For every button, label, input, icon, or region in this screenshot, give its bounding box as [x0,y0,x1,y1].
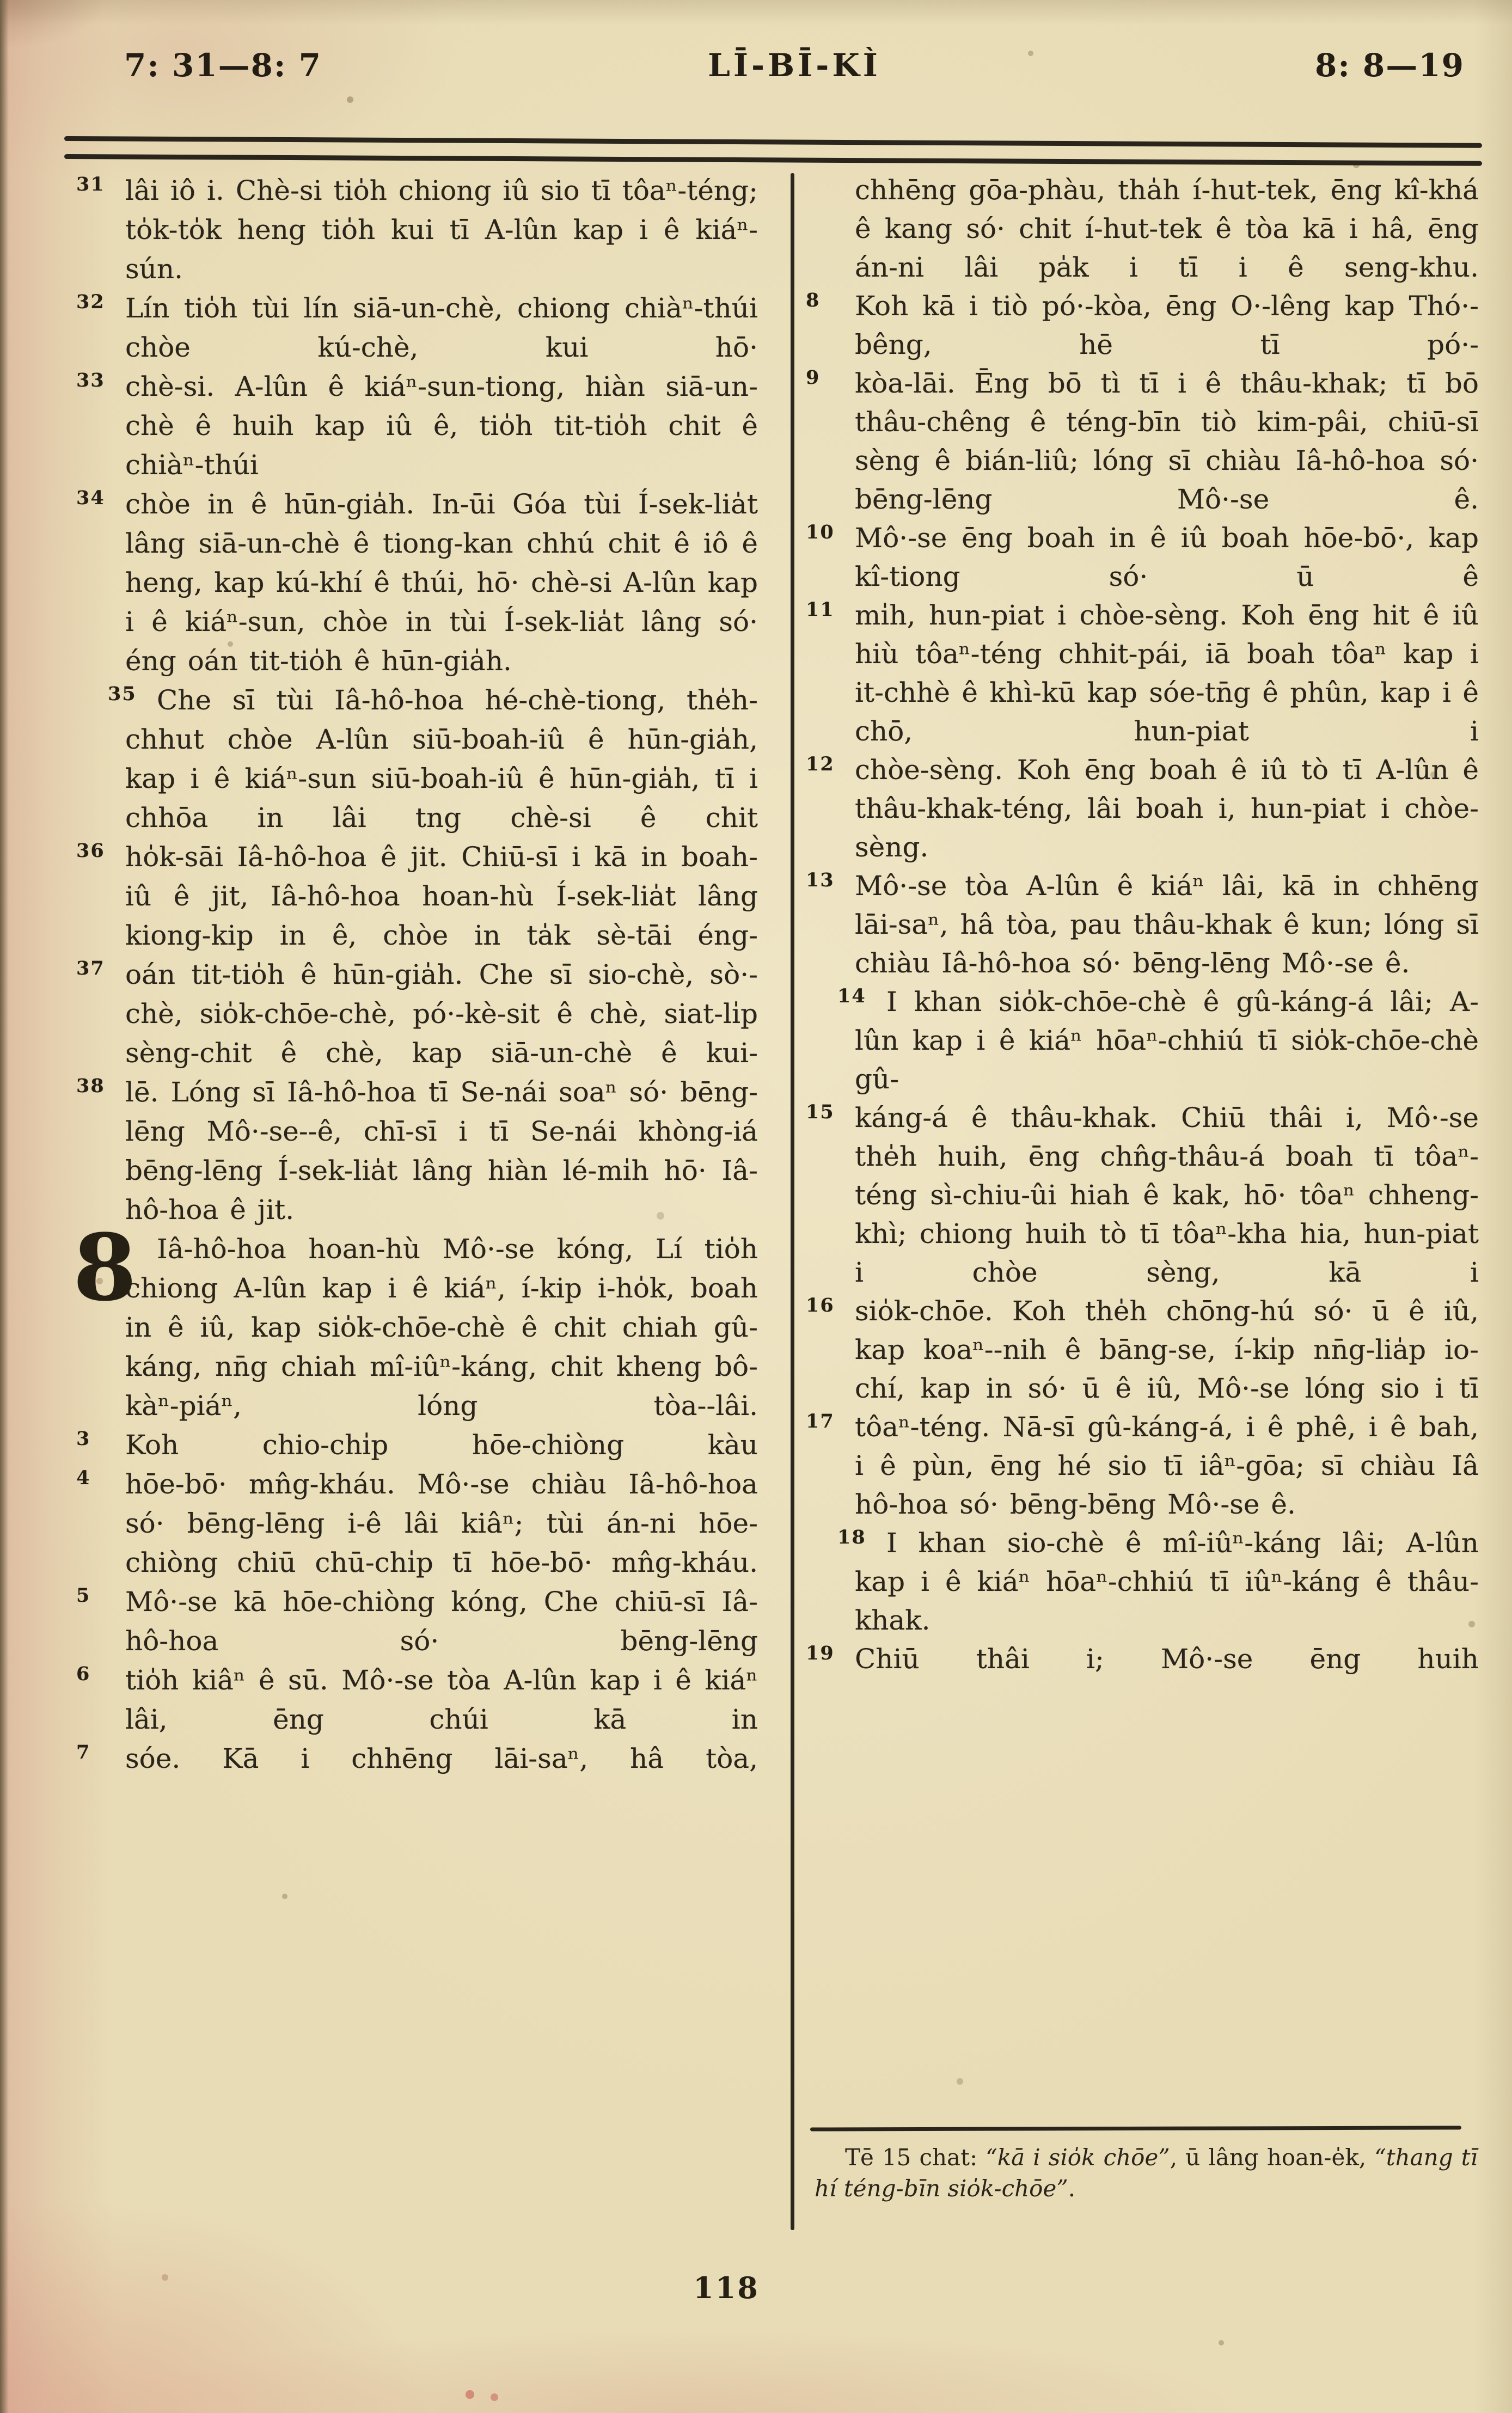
verse-text: Chiū thâi i; Mô·-se ēng huih [855,1643,1479,1675]
footnote-rule [810,2126,1461,2131]
paper-speckles [0,0,3,3]
verse-number: 31 [76,173,105,195]
verse-paragraph [76,485,758,681]
footnote-quote: “thang tī hí téng-bīn sio̍k-chōe” [815,2144,1478,2202]
running-header [124,47,1465,84]
verse-paragraph [76,367,758,485]
verse-text: sio̍k-chōe. Koh the̍h chōng-hú só· ū ê iû, kap koaⁿ--nih ê bāng-se, í-ki̍p nn̄g-lia̍p io-chí, kap in só· ū ê iû, Mô·-se lóng sio i tī [855,1295,1479,1404]
verse-number: 15 [806,1101,835,1123]
verse-paragraph [806,1640,1479,1679]
verse-text: Koh kā i tiò pó·-kòa, ēng O·-lêng kap Thó·-bêng, hē tī pó·- [855,290,1479,360]
verse-number: 19 [806,1642,835,1664]
chapter-number: 8 [73,1214,137,1321]
column-divider [791,173,794,2230]
verse-paragraph [806,596,1479,751]
header-rule-top [64,136,1482,148]
verse-text: lâi iô i. Chè-si tio̍h chiong iû sio tī tôaⁿ-téng; to̍k-to̍k heng tio̍h kui tī A-lûn kap i ê kiáⁿ-sún. [125,175,758,285]
verse-text: I khan sio̍k-chōe-chè ê gû-káng-á lâi; A-lûn kap i ê kiáⁿ hōaⁿ-chhiú tī sio̍k-chōe-chè gû- [855,986,1479,1095]
chapter-paragraph [73,1214,758,1425]
verse-paragraph [855,171,1479,287]
verse-text: chè-si. A-lûn ê kiáⁿ-sun-tiong, hiàn siā-un-chè ê huih kap iû ê, tio̍h tit-tio̍h chit ê chiàⁿ-thúi [125,371,758,481]
verse-text: chòe in ê hūn-gia̍h. In-ūi Góa tùi Í-sek-lia̍t lâng siā-un-chè ê tiong-kan chhú chit ê iô ê heng, kap kú-khí ê thúi, hō· chè-si A-lûn kap i ê kiáⁿ-sun, chòe in tùi Í-sek-lia̍t lâng só· éng oán tit-tio̍h ê hūn-gia̍h. [125,488,758,677]
verse-number: 11 [806,598,835,621]
text-column-right [806,171,1479,1679]
footnote-text: , ū lâng hoan-e̍k, [1170,2144,1375,2171]
verse-number: 14 [837,985,866,1007]
verse-number: 5 [76,1584,91,1607]
verse-number: 7 [76,1741,91,1763]
verse-text: lē. Lóng sī Iâ-hô-hoa tī Se-nái soaⁿ só· bēng-lēng Mô·-se--ê, chī-sī i tī Se-nái khòng-iá bēng-lēng Í-sek-lia̍t lâng hiàn lé-mi̍h hō· Iâ-hô-hoa ê jit. [125,1076,758,1226]
book-title: LĪ-BĪ-KÌ [708,47,881,84]
header-rule-bottom [64,154,1482,166]
verse-text: káng-á ê thâu-khak. Chiū thâi i, Mô·-se the̍h huih, ēng chn̂g-thâu-á boah tī tôaⁿ-téng sì-chiu-ûi hiah ê kak, hō· tôaⁿ chheng-khì; chiong huih tò tī tôaⁿ-kha hia, hun-piat i chòe sèng, kā i [855,1102,1479,1288]
text-column-left [73,171,758,1778]
verse-text: Iâ-hô-hoa hoan-hù Mô·-se kóng, Lí tio̍h chiong A-lûn kap i ê kiáⁿ, í-kip i-ho̍k, boah in ê iû, kap sio̍k-chōe-chè ê chit chiah gû-káng, nn̄g chiah mî-iûⁿ-káng, chit kheng bô-kàⁿ-piáⁿ, lóng tòa--lâi. [125,1233,758,1422]
verse-text: chhēng gōa-phàu, tha̍h í-hut-tek, ēng kî-khá ê kang só· chit í-hut-tek ê tòa kā i hâ, ēng án-ni lâi pa̍k i tī i ê seng-khu. [855,174,1479,283]
verse-paragraph [76,1073,758,1229]
verse-paragraph [76,289,758,367]
verse-paragraph [837,983,1479,1099]
verse-paragraph [76,837,758,955]
verse-paragraph [76,1661,758,1739]
verse-number: 34 [76,487,105,509]
verse-number: 38 [76,1075,105,1097]
verse-text: kòa-lāi. Ēng bō tì tī i ê thâu-khak; tī bō thâu-chêng ê téng-bīn tiò kim-pâi, chiū-sī sèng ê bián-liû; lóng sī chiàu Iâ-hô-hoa só· bēng-lēng Mô·-se ê. [855,368,1479,515]
footnote-text: . [1068,2175,1076,2202]
verse-number: 37 [76,957,105,979]
verse-text: sóe. Kā i chhēng lāi-saⁿ, hâ tòa, [125,1743,758,1774]
verse-paragraph [76,1465,758,1582]
verse-number: 13 [806,869,835,891]
verse-paragraph [806,1408,1479,1524]
header-verse-range-left: 7: 31—8: 7 [124,47,322,84]
verse-number: 36 [76,840,105,862]
verse-paragraph [76,171,758,289]
footnote [815,2142,1478,2204]
verse-text: Che sī tùi Iâ-hô-hoa hé-chè-tiong, the̍h-chhut chòe A-lûn siū-boah-iû ê hūn-gia̍h, kap i ê kiáⁿ-sun siū-boah-iû ê hūn-gia̍h, tī i chhōa in lâi tng chè-si ê chit [125,684,758,834]
verse-paragraph [806,519,1479,596]
verse-text: Mô·-se ēng boah in ê iû boah hōe-bō·, kap kî-tiong só· ū ê [855,522,1479,592]
verse-number: 6 [76,1663,91,1685]
verse-number: 10 [806,521,835,543]
verse-text: Lín tio̍h tùi lín siā-un-chè, chiong chiàⁿ-thúi chòe kú-chè, kui hō· [125,292,758,363]
verse-paragraph [806,867,1479,983]
footnote-text: Tē 15 chat: [845,2144,986,2171]
verse-text: hōe-bō· mn̂g-kháu. Mô·-se chiàu Iâ-hô-hoa só· bēng-lēng i-ê lâi kiâⁿ; tùi án-ni hōe-chiòng chiū chū-chi̍p tī hōe-bō· mn̂g-kháu. [125,1468,758,1578]
verse-text: tôaⁿ-téng. Nā-sī gû-káng-á, i ê phê, i ê bah, i ê pùn, ēng hé sio tī iâⁿ-gōa; sī chiàu Iâ hô-hoa só· bēng-bēng Mô·-se ê. [855,1411,1479,1520]
verse-text: I khan sio-chè ê mî-iûⁿ-káng lâi; A-lûn kap i ê kiáⁿ hōaⁿ-chhiú tī iûⁿ-káng ê thâu-khak. [855,1527,1479,1636]
verse-text: ho̍k-sāi Iâ-hô-hoa ê jit. Chiū-sī i kā in boah-iû ê jit, Iâ-hô-hoa hoan-hù Í-sek-lia̍t lâng kiong-kip in ê, chòe in ta̍k sè-tāi éng- [125,841,758,951]
verse-paragraph [806,1099,1479,1292]
verse-text: tio̍h kiâⁿ ê sū. Mô·-se tòa A-lûn kap i ê kiáⁿ lâi, ēng chúi kā in [125,1664,758,1735]
verse-number: 32 [76,291,105,313]
verse-paragraph [806,751,1479,867]
verse-text: chòe-sèng. Koh ēng boah ê iû tò tī A-lûn ê thâu-khak-téng, lâi boah i, hun-piat i chòe-sèng. [855,754,1479,863]
verse-number: 8 [806,289,821,311]
verse-text: Koh chio-chi̍p hōe-chiòng kàu [125,1429,758,1461]
spine-edge [0,0,9,2413]
verse-paragraph [108,681,758,837]
verse-number: 35 [108,683,137,705]
verse-paragraph [76,1739,758,1778]
verse-number: 18 [837,1526,866,1548]
verse-number: 16 [806,1294,835,1316]
verse-text: oán tit-tio̍h ê hūn-gia̍h. Che sī sio-chè, sò·-chè, sio̍k-chōe-chè, pó·-kè-sit ê chè, siat-li̍p sèng-chit ê chè, kap siā-un-chè ê kui- [125,959,758,1069]
verse-paragraph [76,1425,758,1465]
verse-paragraph [76,1582,758,1661]
verse-paragraph [806,287,1479,364]
verse-number: 17 [806,1410,835,1432]
verse-paragraph [76,955,758,1073]
verse-paragraph [806,364,1479,519]
verse-number: 33 [76,369,105,391]
verse-number: 12 [806,753,835,775]
verse-paragraph [837,1524,1479,1640]
verse-text: Mô·-se kā hōe-chiòng kóng, Che chiū-sī Iâ-hô-hoa só· bēng-lēng [125,1586,758,1657]
verse-number: 4 [76,1467,91,1489]
page-number: 118 [693,2270,760,2305]
verse-paragraph [806,1292,1479,1408]
verse-number: 9 [806,366,821,389]
verse-text: mi̍h, hun-piat i chòe-sèng. Koh ēng hit ê iû hiù tôaⁿ-téng chhit-pái, iā boah tôaⁿ kap i it-chhè ê khì-kū kap sóe-tn̄g ê phûn, kap i ê chō, hun-piat i [855,599,1479,747]
footnote-quote: “kā i sio̍k chōe” [985,2144,1170,2171]
header-verse-range-right: 8: 8—19 [1314,47,1465,84]
verse-number: 3 [76,1428,91,1450]
verse-text: Mô·-se tòa A-lûn ê kiáⁿ lâi, kā in chhēng lāi-saⁿ, hâ tòa, pau thâu-khak ê kun; lóng sī chiàu Iâ-hô-hoa só· bēng-lēng Mô·-se ê. [855,870,1479,979]
